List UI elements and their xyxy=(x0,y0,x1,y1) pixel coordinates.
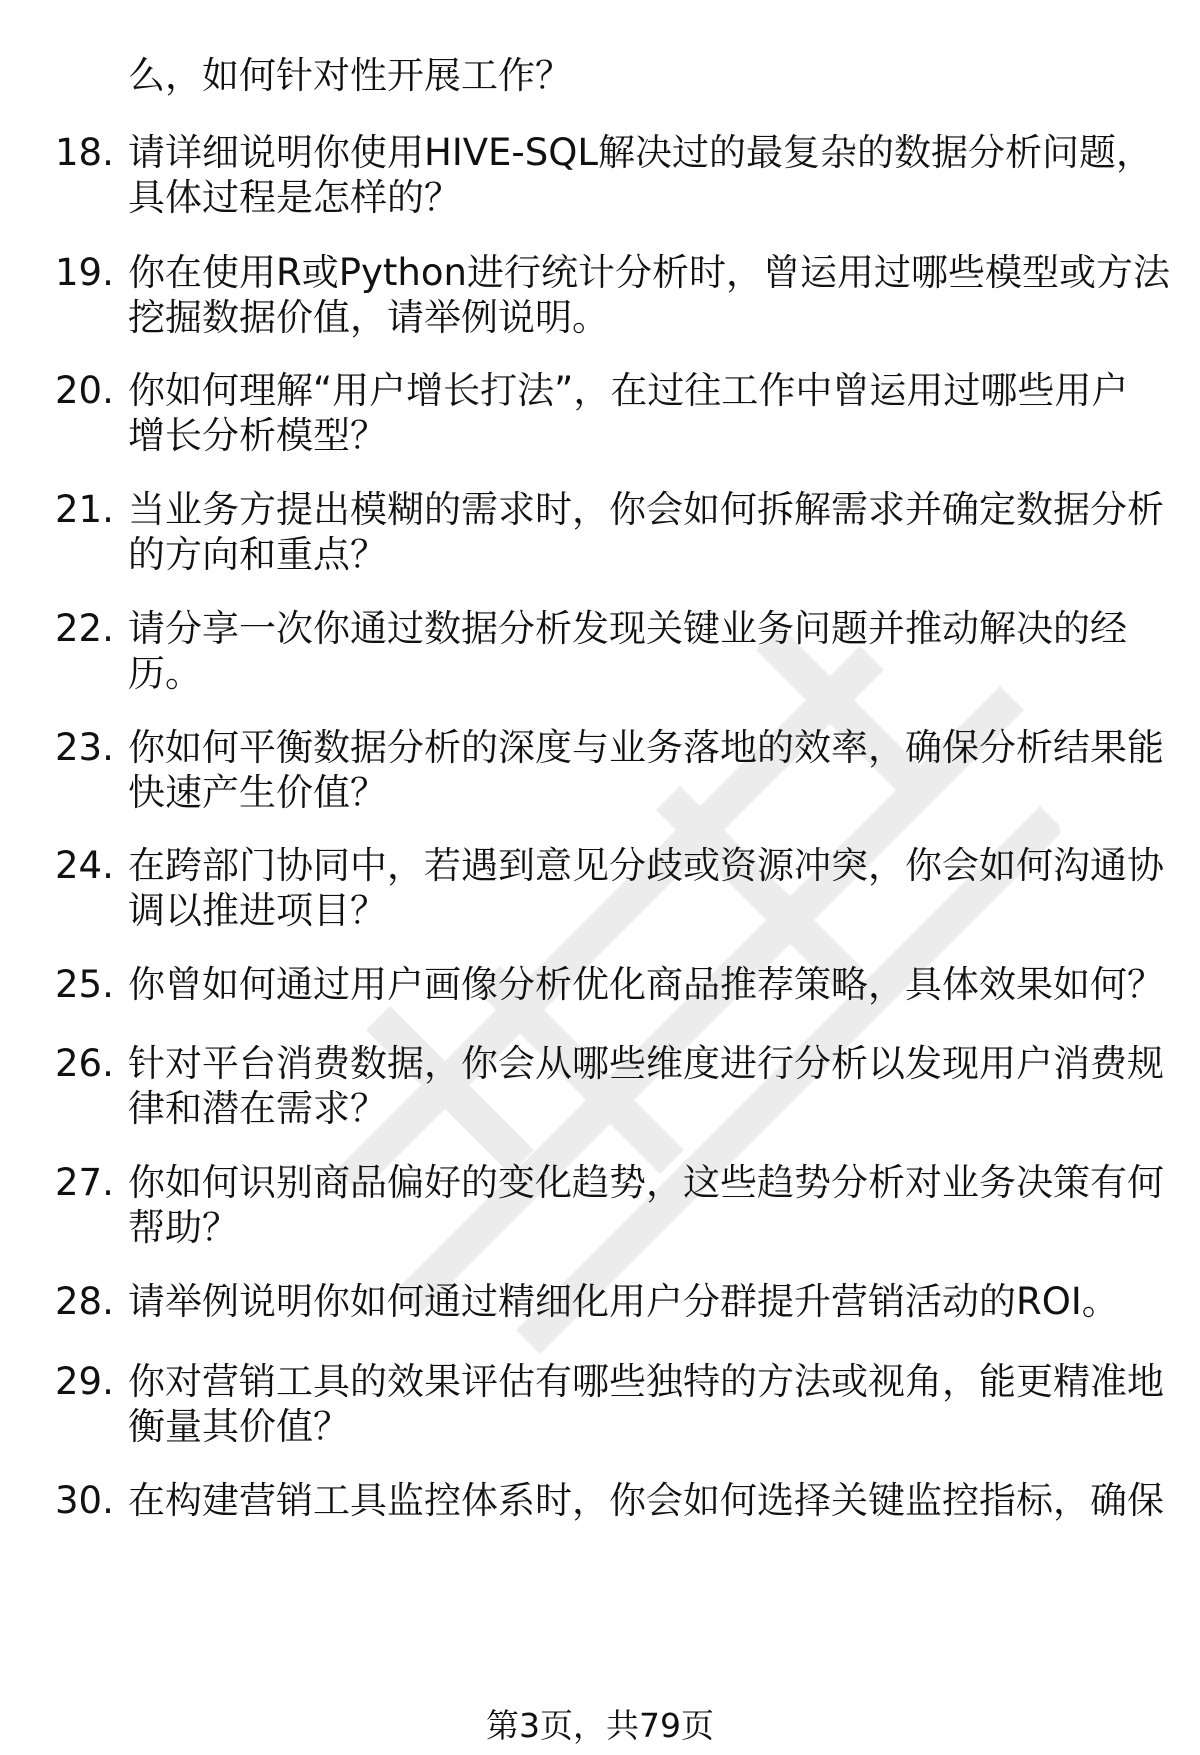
question-text-line: 你如何平衡数据分析的深度与业务落地的效率，确保分析结果能 xyxy=(128,726,1164,769)
question-text-line: 挖掘数据价值，请举例说明。 xyxy=(128,296,609,339)
question-number: 26. xyxy=(55,1042,114,1085)
question-text-line: 你如何理解“用户增长打法”，在过往工作中曾运用过哪些用户 xyxy=(128,369,1129,412)
question-text-line: 增长分析模型？ xyxy=(128,414,387,457)
question-text-line: 历。 xyxy=(128,652,202,695)
question-number: 30. xyxy=(55,1479,114,1522)
question-text-line: 具体过程是怎样的？ xyxy=(128,176,461,219)
page-footer: 第3页，共79页 xyxy=(486,1706,714,1745)
question-text-line: 的方向和重点？ xyxy=(128,533,387,576)
question-text-line: 律和潜在需求？ xyxy=(128,1087,387,1130)
question-text-line: 你对营销工具的效果评估有哪些独特的方法或视角，能更精准地 xyxy=(128,1360,1164,1403)
question-text-line: 请详细说明你使用HIVE-SQL解决过的最复杂的数据分析问题， xyxy=(128,131,1153,174)
question-number: 20. xyxy=(55,369,114,412)
question-text-line: 衡量其价值？ xyxy=(128,1405,350,1448)
question-number: 21. xyxy=(55,488,114,531)
question-number: 23. xyxy=(55,726,114,769)
question-text-line: 在构建营销工具监控体系时，你会如何选择关键监控指标，确保 xyxy=(128,1479,1164,1522)
question-text-line: 请举例说明你如何通过精细化用户分群提升营销活动的ROI。 xyxy=(128,1280,1119,1323)
question-text-line: 请分享一次你通过数据分析发现关键业务问题并推动解决的经 xyxy=(128,607,1127,650)
question-number: 27. xyxy=(55,1161,114,1204)
question-number: 29. xyxy=(55,1360,114,1403)
continuation-text: 么，如何针对性开展工作？ xyxy=(128,54,572,97)
question-text-line: 你如何识别商品偏好的变化趋势，这些趋势分析对业务决策有何 xyxy=(128,1161,1164,1204)
question-text-line: 你曾如何通过用户画像分析优化商品推荐策略，具体效果如何？ xyxy=(128,963,1164,1006)
question-number: 19. xyxy=(55,251,114,294)
question-text-line: 帮助？ xyxy=(128,1206,239,1249)
question-text-line: 当业务方提出模糊的需求时，你会如何拆解需求并确定数据分析 xyxy=(128,488,1164,531)
question-text-line: 你在使用R或Python进行统计分析时，曾运用过哪些模型或方法 xyxy=(128,251,1170,294)
question-number: 18. xyxy=(55,131,114,174)
question-number: 24. xyxy=(55,844,114,887)
question-text-line: 快速产生价值？ xyxy=(128,771,387,814)
question-number: 22. xyxy=(55,607,114,650)
question-text-line: 针对平台消费数据，你会从哪些维度进行分析以发现用户消费规 xyxy=(128,1042,1164,1085)
question-text-line: 在跨部门协同中，若遇到意见分歧或资源冲突，你会如何沟通协 xyxy=(128,844,1164,887)
question-text-line: 调以推进项目？ xyxy=(128,889,387,932)
question-number: 25. xyxy=(55,963,114,1006)
question-number: 28. xyxy=(55,1280,114,1323)
